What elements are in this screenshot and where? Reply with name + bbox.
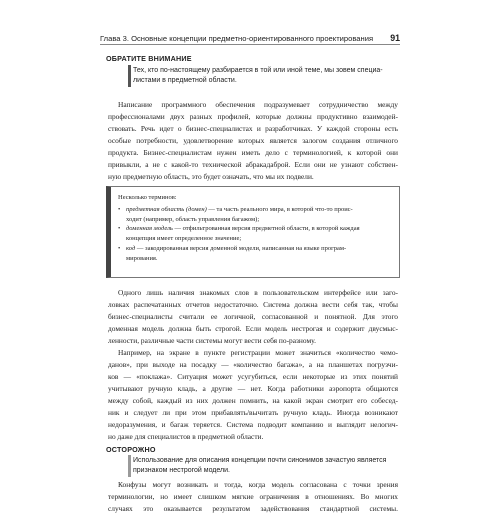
- warning-line: признаком нестрогой модели.: [133, 467, 230, 474]
- text-line: Написание программного обеспечения подразумевает сотрудничество между: [118, 100, 398, 109]
- text-line: ков — «поклажа». Ситуация может усугубиться, если некоторые из этих понятий: [108, 372, 398, 381]
- text-line: терминологии, но имеет слишком мягкие ограничения в отношениях. Во многих: [108, 492, 398, 501]
- term-definition-cont: концепция имеет определенное значение;: [126, 235, 242, 243]
- text-line: бизнес-специалисты считали ее логичной, согласованной и понятной. Для этого: [108, 312, 398, 321]
- term-name: код: [126, 244, 136, 252]
- term-item: [118, 224, 388, 234]
- text-line: Например, на экране в пункте регистрации может значиться «количество чемо-: [118, 348, 398, 357]
- term-definition: — та часть реального мира, в которой что-то проис-: [208, 205, 353, 213]
- text-line: продукта. Бизнес-специалистам нужен иметь дело с терминологией, к которой они: [108, 148, 398, 157]
- paragraph-4: [108, 479, 398, 515]
- warning-line: Использование для описания концепции почти синонимов зачастую является: [133, 457, 387, 464]
- term-definition-cont: ходит (например, область управления багажом);: [126, 215, 260, 223]
- chapter-title: Глава 3. Основные концепции предметно-ориентированного проектирования: [100, 34, 374, 43]
- page-number: 91: [390, 33, 400, 43]
- text-line: ник и следует ли при этом прибавлять/вычитать ручную кладь. Иногда возникают: [108, 408, 398, 417]
- terms-heading: Несколько терминов:: [118, 194, 177, 201]
- text-line: Конфузы могут возникать и тогда, когда модель согласована с точки зрения: [118, 480, 398, 489]
- text-line: недоразумения, и багаж теряется. Система подводит компанию и выглядит нелогич-: [108, 420, 398, 429]
- paragraph-3: [108, 347, 398, 443]
- warning-callout-title: ОСТОРОЖНО: [106, 445, 156, 454]
- note-line: листами в предметной области.: [133, 77, 237, 84]
- term-definition: — закодированная версия доменной модели, написанная на языке програм-: [136, 244, 347, 252]
- running-header: [100, 33, 400, 43]
- text-line: профессионалами двух разных профилей, которые должны продуктивно взаимодей-: [108, 112, 398, 121]
- note-callout-body: [133, 66, 395, 86]
- term-name: предметная область (домен): [126, 205, 207, 213]
- text-line: доменная модель должна быть строгой. Если модель нестрогая и содержит двусмыс-: [108, 324, 398, 333]
- text-line: между собой, каждый из них должен помнить, на какой экран смотрит его собесед-: [108, 396, 398, 405]
- note-callout-title: ОБРАТИТЕ ВНИМАНИЕ: [106, 54, 192, 63]
- text-line: привыкли, а не с какой-то технической абракадаброй. Если они не узнают собствен-: [108, 160, 398, 169]
- text-line: ствовать. Речь идет о бизнес-специалистах и разработчиках. У каждой стороны есть: [108, 124, 398, 133]
- text-line: случаях это оказывается результатом задействования стандартной системы.: [108, 504, 398, 513]
- text-line: особые потребности, удовлетворение которых является залогом создания отличного: [108, 136, 398, 145]
- warning-callout-body: [133, 456, 395, 476]
- paragraph-1: [108, 99, 398, 183]
- term-definition-cont: мирования.: [126, 254, 158, 262]
- text-line: но даже для специалистов в предметной области.: [108, 432, 264, 441]
- term-item: [118, 244, 388, 254]
- text-line: ловках распечатанных отчетов недостаточно. Система должна вести себя так, чтобы: [108, 300, 398, 309]
- text-line: данов», при выходе на посадку — «количество багажа», а на планшетах погрузчи-: [108, 360, 398, 369]
- text-line: учитывают ручную кладь, а другие — нет. Когда работники аэропорта общаются: [108, 384, 398, 393]
- text-line: ленности, различные части системы могут вести себя по-разному.: [108, 336, 316, 345]
- header-rule: [100, 44, 400, 45]
- term-name: доменная модель: [126, 225, 173, 233]
- note-line: Тех, кто по-настоящему разбирается в той или иной теме, мы зовем специа-: [133, 67, 383, 74]
- text-line: ную предметную область, это будет означать, что мы их подвели.: [108, 172, 314, 181]
- note-callout-bar: [128, 65, 131, 87]
- warning-callout-bar: [128, 455, 131, 477]
- paragraph-2: [108, 287, 398, 347]
- terms-list: [118, 193, 388, 264]
- text-line: Одного лишь наличия знакомых слов в пользовательском интерфейсе или заго-: [118, 288, 398, 297]
- term-item: [118, 205, 388, 215]
- term-definition: — отфильтрованная версия предметной области, в которой каждая: [174, 225, 360, 233]
